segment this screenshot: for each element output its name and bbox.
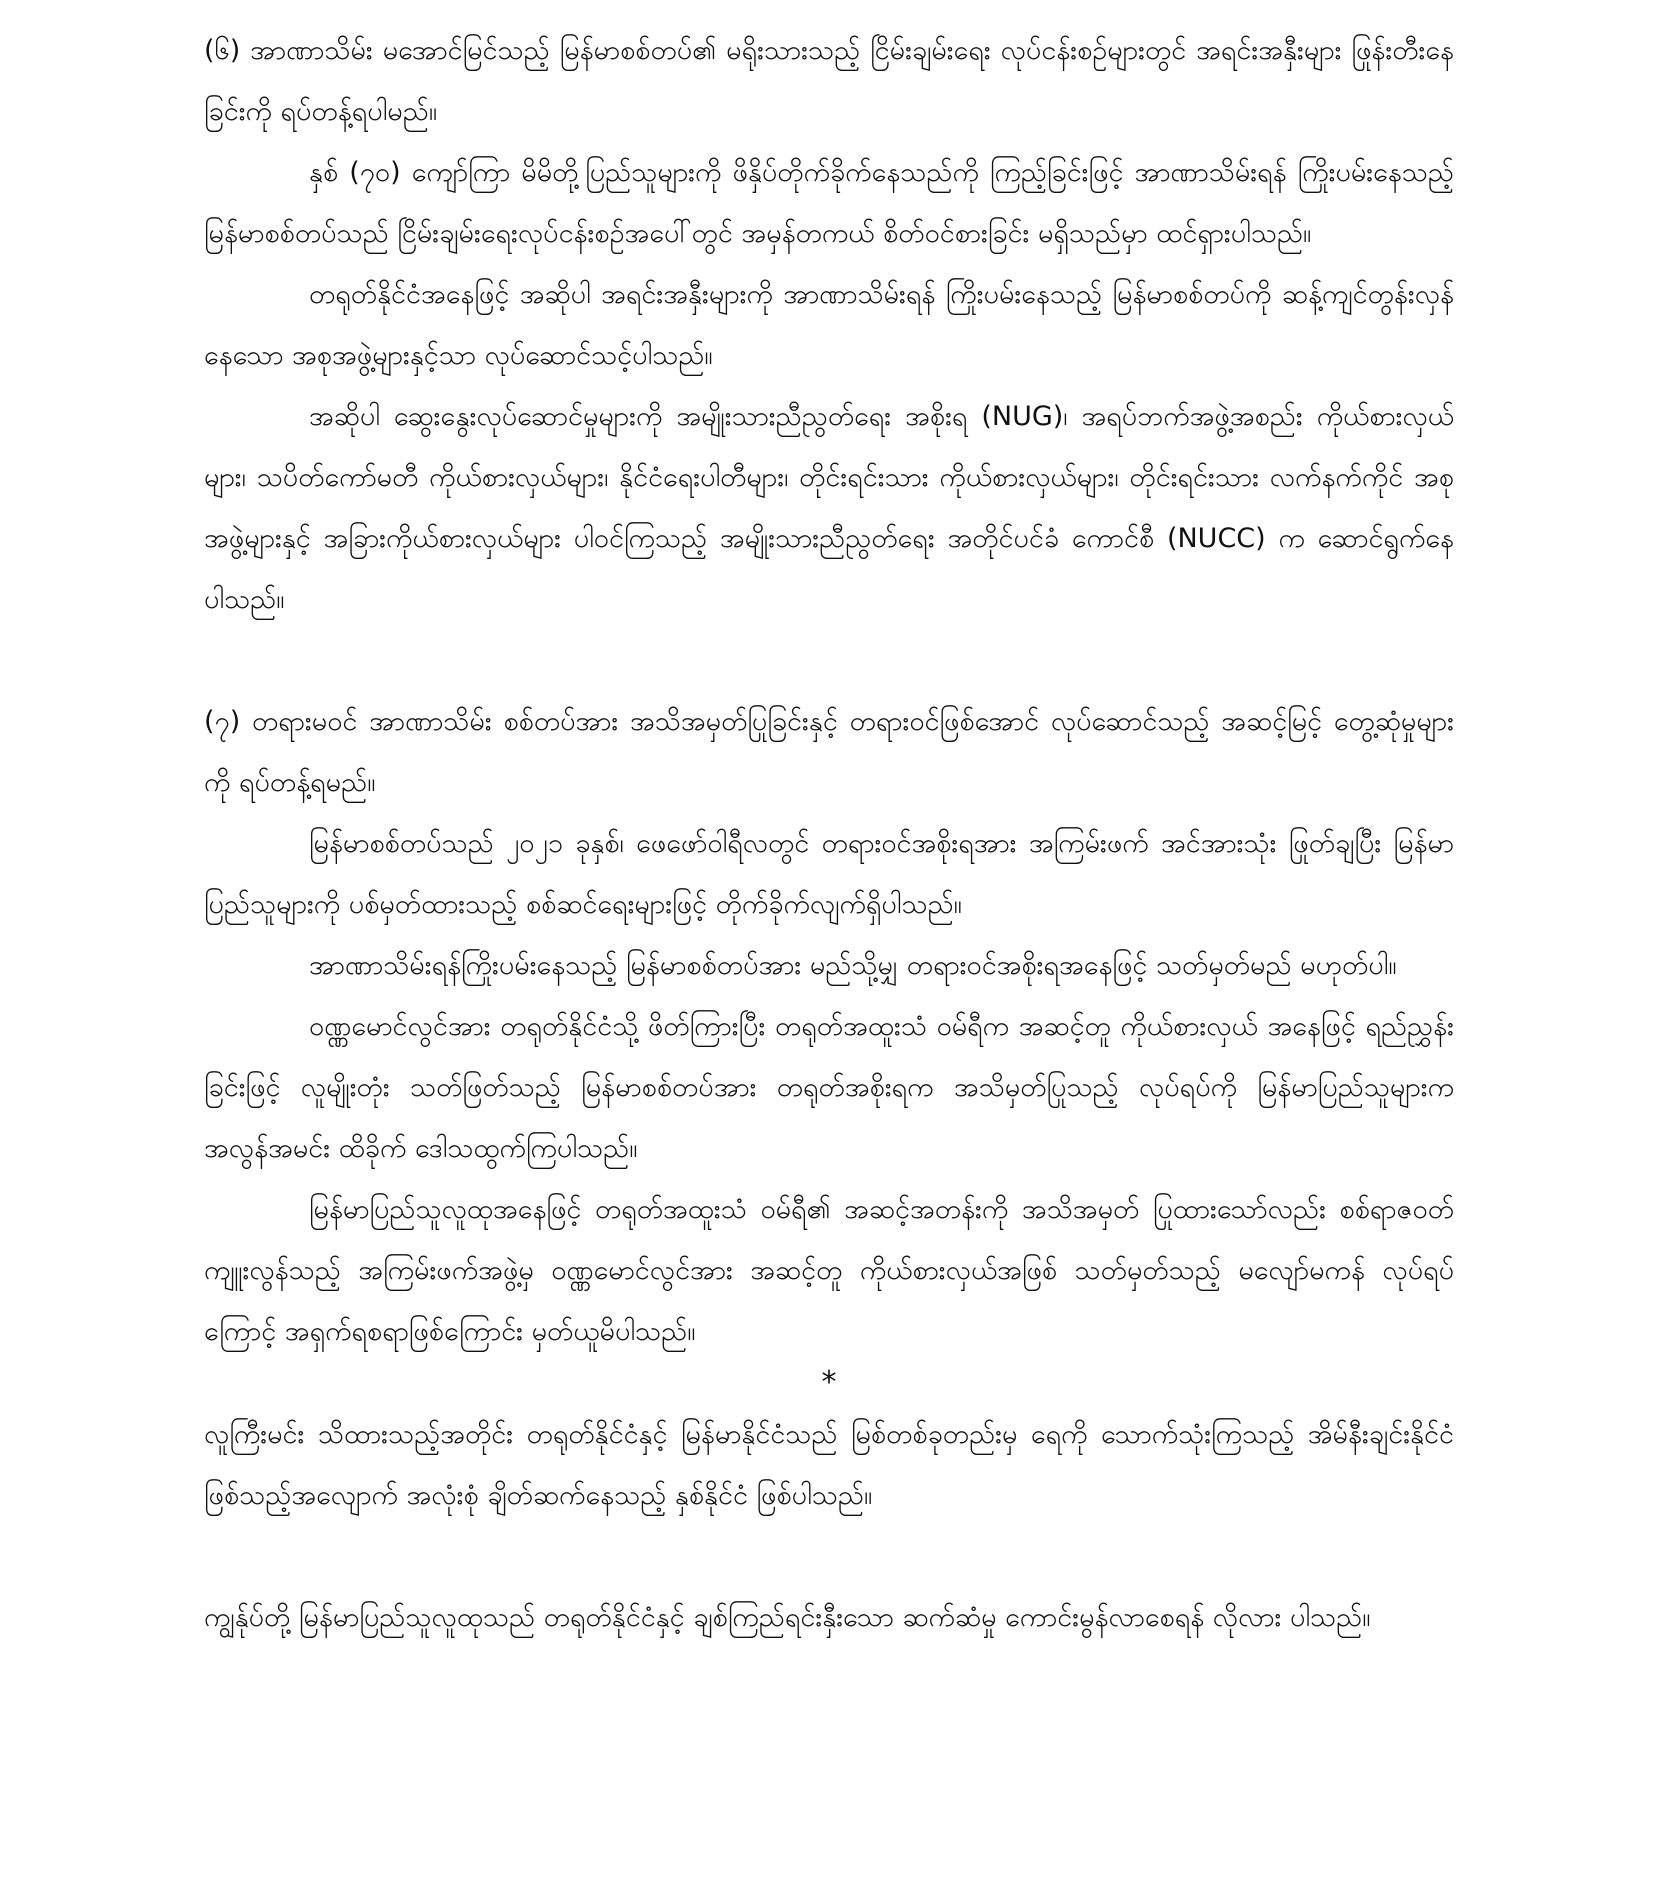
closing-paragraph-2: ကျွန်ုပ်တို့ မြန်မာပြည်သူလူထုသည် တရုတ်နိုင်ငံနှင့် ချစ်ကြည်ရင်းနှီးသော ဆက်ဆံမှု ကောင်းမွန်လာစေရန် လိုလား ပါသည်။ [204, 1602, 1371, 1633]
section-6-heading: (၆) အာဏာသိမ်း မအောင်မြင်သည့် မြန်မာစစ်တပ်၏ မရိုးသားသည့် ငြိမ်းချမ်းရေး လုပ်ငန်းစဉ်များတွင် အရင်းအနှီးများ ဖြုန်းတီးနေခြင်းကို ရပ်တန့်ရပါမည်။ [204, 35, 1454, 127]
section-6-paragraph-3: အဆိုပါ ဆွေးနွေးလုပ်ဆောင်မှုများကို အမျိုးသားညီညွတ်ရေး အစိုးရ (NUG)၊ အရပ်ဘက်အဖွဲ့အစည်း ကိုယ်စားလှယ်များ၊ သပိတ်ကော်မတီ ကိုယ်စားလှယ်များ၊ နိုင်ငံရေးပါတီများ၊ တိုင်းရင်းသား ကိုယ်စားလှယ်များ၊ တိုင်းရင်းသား လက်နက်ကိုင် အစုအဖွဲ့များနှင့် အခြားကိုယ်စားလှယ်များ ပါဝင်ကြသည့် အမျိုးသားညီညွတ်ရေး အတိုင်ပင်ခံ ကောင်စီ (NUCC) က ဆောင်ရွက်နေပါသည်။ [204, 401, 1454, 615]
section-7-heading: (၇) တရားမဝင် အာဏာသိမ်း စစ်တပ်အား အသိအမှတ်ပြုခြင်းနှင့် တရားဝင်ဖြစ်အောင် လုပ်ဆောင်သည့် အဆင့်မြင့် တွေ့ဆုံမှုများကို ရပ်တန့်ရမည်။ [204, 706, 1454, 798]
document-page [204, 20, 1454, 1648]
section-7-paragraph-1: မြန်မာစစ်တပ်သည် ၂၀၂၁ ခုနှစ်၊ ဖေဖော်ဝါရီလတွင် တရားဝင်အစိုးရအား အကြမ်းဖက် အင်အားသုံး ဖြုတ်ချပြီး မြန်မာပြည်သူများကို ပစ်မှတ်ထားသည့် စစ်ဆင်ရေးများဖြင့် တိုက်ခိုက်လျက်ရှိပါသည်။ [204, 828, 1454, 920]
section-7-paragraph-2: အာဏာသိမ်းရန်ကြိုးပမ်းနေသည့် မြန်မာစစ်တပ်အား မည်သို့မျှ တရားဝင်အစိုးရအနေဖြင့် သတ်မှတ်မည် မဟုတ်ပါ။ [309, 950, 1397, 981]
section-7-paragraph-4: မြန်မာပြည်သူလူထုအနေဖြင့် တရုတ်အထူးသံ ဝမ်ရီ၏ အဆင့်အတန်းကို အသိအမှတ် ပြုထားသော်လည်း စစ်ရာဇဝတ်ကျူးလွန်သည့် အကြမ်းဖက်အဖွဲ့မှ ဝဏ္ဏမောင်လွင်အား အဆင့်တူ ကိုယ်စားလှယ်အဖြစ် သတ်မှတ်သည့် မလျော်မကန် လုပ်ရပ်ကြောင့် အရှက်ရစရာဖြစ်ကြောင်း မှတ်ယူမိပါသည်။ [204, 1194, 1454, 1347]
section-7-paragraph-3: ဝဏ္ဏမောင်လွင်အား တရုတ်နိုင်ငံသို့ ဖိတ်ကြားပြီး တရုတ်အထူးသံ ဝမ်ရီက အဆင့်တူ ကိုယ်စားလှယ် အနေဖြင့် ရည်ညွှန်းခြင်းဖြင့် လူမျိုးတုံး သတ်ဖြတ်သည့် မြန်မာစစ်တပ်အား တရုတ်အစိုးရက အသိမှတ်ပြုသည့် လုပ်ရပ်ကို မြန်မာပြည်သူများက အလွန်အမင်း ထိခိုက် ဒေါသထွက်ကြပါသည်။ [204, 1011, 1454, 1164]
closing-paragraph-1: လူကြီးမင်း သိထားသည့်အတိုင်း တရုတ်နိုင်ငံနှင့် မြန်မာနိုင်ငံသည် မြစ်တစ်ခုတည်းမှ ရေကို သောက်သုံးကြသည့် အိမ်နီးချင်းနိုင်ငံ ဖြစ်သည့်အလျောက် အလုံးစုံ ချိတ်ဆက်နေသည့် နှစ်နိုင်ငံ ဖြစ်ပါသည်။ [204, 1419, 1454, 1511]
section-6-paragraph-1: နှစ် (၇၀) ကျော်ကြာ မိမိတို့ပြည်သူများကို ဖိနှိပ်တိုက်ခိုက်နေသည်ကို ကြည့်ခြင်းဖြင့် အာဏာသိမ်းရန် ကြိုးပမ်းနေသည့် မြန်မာစစ်တပ်သည် ငြိမ်းချမ်းရေးလုပ်ငန်းစဉ်အပေါ်တွင် အမှန်တကယ် စိတ်ဝင်စားခြင်း မရှိသည်မှာ ထင်ရှားပါသည်။ [204, 157, 1454, 249]
closing-spacer [204, 1526, 1454, 1587]
section-separator: * [821, 1365, 837, 1400]
section-spacer [204, 630, 1454, 691]
section-6-paragraph-2: တရုတ်နိုင်ငံအနေဖြင့် အဆိုပါ အရင်းအနှီးများကို အာဏာသိမ်းရန် ကြိုးပမ်းနေသည့် မြန်မာစစ်တပ်ကို ဆန့်ကျင်တွန်းလှန်နေသော အစုအဖွဲ့များနှင့်သာ လုပ်ဆောင်သင့်ပါသည်။ [204, 279, 1454, 371]
